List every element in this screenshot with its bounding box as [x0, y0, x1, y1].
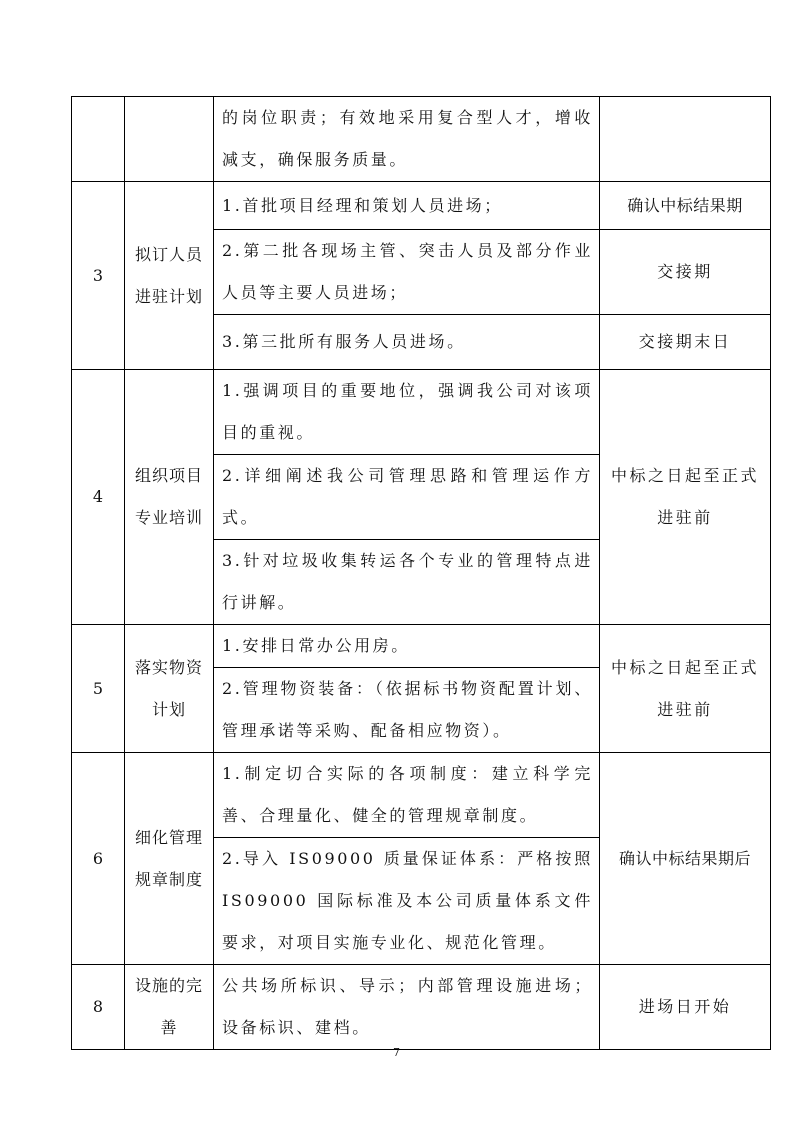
row-time: 交接期	[600, 230, 771, 315]
row-time: 确认中标结果期后	[600, 753, 771, 965]
row-category: 细化管理规章制度	[125, 753, 214, 965]
table-row	[72, 182, 771, 230]
row-item: 1.制定切合实际的各项制度：建立科学完善、合理量化、健全的管理规章制度。	[214, 753, 600, 838]
row-item: 2.管理物资装备：（依据标书物资配置计划、管理承诺等采购、配备相应物资）。	[214, 668, 600, 753]
row-item: 2.导入 IS09000 质量保证体系：严格按照 IS09000 国际标准及本公司质量体系文件要求，对项目实施专业化、规范化管理。	[214, 838, 600, 965]
page-number: 7	[393, 1046, 400, 1059]
table-row	[72, 965, 771, 1050]
row-time: 中标之日起至正式进驻前	[600, 370, 771, 625]
row-category: 组织项目专业培训	[125, 370, 214, 625]
row-item: 3.第三批所有服务人员进场。	[214, 315, 600, 370]
table-row	[72, 625, 771, 668]
row-number: 5	[72, 625, 125, 753]
table-row	[72, 370, 771, 455]
table-row	[72, 753, 771, 838]
row-number: 6	[72, 753, 125, 965]
row-item: 的岗位职责；有效地采用复合型人才，增收减支，确保服务质量。	[214, 97, 600, 182]
row-category	[125, 97, 214, 182]
row-number: 3	[72, 182, 125, 370]
row-item: 3.针对垃圾收集转运各个专业的管理特点进行讲解。	[214, 540, 600, 625]
row-number	[72, 97, 125, 182]
row-time: 确认中标结果期	[600, 182, 771, 230]
plan-table	[71, 96, 771, 1050]
table-row	[72, 97, 771, 182]
row-category: 拟订人员进驻计划	[125, 182, 214, 370]
row-item: 1.首批项目经理和策划人员进场；	[214, 182, 600, 230]
row-category: 落实物资计划	[125, 625, 214, 753]
row-item: 1.安排日常办公用房。	[214, 625, 600, 668]
row-item: 1.强调项目的重要地位，强调我公司对该项目的重视。	[214, 370, 600, 455]
row-item: 2.详细阐述我公司管理思路和管理运作方式。	[214, 455, 600, 540]
row-time: 交接期末日	[600, 315, 771, 370]
row-number: 4	[72, 370, 125, 625]
row-category: 设施的完善	[125, 965, 214, 1050]
row-item: 2.第二批各现场主管、突击人员及部分作业人员等主要人员进场；	[214, 230, 600, 315]
row-number: 8	[72, 965, 125, 1050]
row-item: 公共场所标识、导示；内部管理设施进场；设备标识、建档。	[214, 965, 600, 1050]
row-time	[600, 97, 771, 182]
row-time: 中标之日起至正式进驻前	[600, 625, 771, 753]
row-time: 进场日开始	[600, 965, 771, 1050]
